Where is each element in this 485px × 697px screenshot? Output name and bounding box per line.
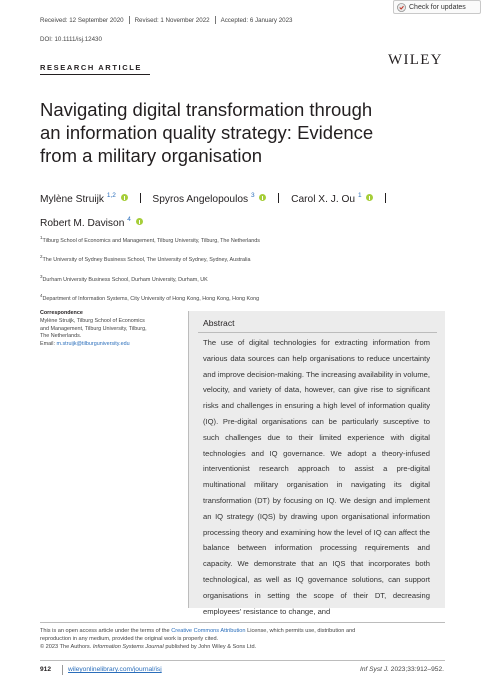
affiliation-text: Tilburg School of Economics and Management, Tilburg University, Tilburg, The Netherlands [42,237,260,244]
author-separator [385,193,386,203]
title-line: Navigating digital transformation through [40,99,373,120]
page-footer-rule [40,660,445,661]
email-label: Email: [40,340,55,347]
journal-url-link[interactable]: wileyonlinelibrary.com/journal/isj [68,666,162,673]
affiliation-text: The University of Sydney Business School, The University of Sydney, Sydney, Australia [42,257,251,264]
page-number: 912 [40,666,52,673]
orcid-icon[interactable] [121,194,128,201]
author-affiliation-ref[interactable]: 1 [357,192,362,199]
footer-separator [62,665,63,675]
license-line: reproduction in any medium, provided the original work is properly cited. [40,636,219,642]
author-affiliation-ref[interactable]: 4 [127,216,131,223]
author-name[interactable]: Mylène Struijk [40,194,104,205]
author-separator [278,193,279,203]
author-list [40,186,460,234]
orcid-icon[interactable] [366,194,373,201]
creative-commons-link[interactable]: Creative Commons Attribution [171,628,246,634]
article-title [40,98,400,167]
title-line: an information quality strategy: Evidence [40,122,374,143]
license-text: This is an open access article under the terms of the [40,628,170,634]
update-check-icon [397,3,406,12]
check-for-updates-label: Check for updates [409,3,466,11]
abstract-left-rule [188,311,189,608]
journal-abbrev: Inf Syst J. [360,666,389,673]
title-line: from a military organisation [40,145,263,166]
abstract-heading-rule [198,332,437,333]
date-separator [215,16,216,24]
received-date: Received: 12 September 2020 [40,17,124,24]
correspondence-line: The Netherlands. [40,333,82,340]
copyright-text: © 2023 The Authors. [40,644,92,650]
affiliation-item [40,253,460,264]
license-line [40,627,445,635]
correspondence-line: and Management, Tilburg University, Tilburg, [40,325,147,332]
license-notice [40,627,445,651]
author-name[interactable]: Robert M. Davison [40,218,125,229]
citation-pages: 2023;33:912–952. [390,666,444,673]
doi: DOI: 10.1111/isj.12430 [40,36,102,43]
correspondence-heading: Correspondence [40,310,83,316]
date-separator [129,16,130,24]
correspondence-line: Mylène Struijk, Tilburg School of Economics [40,318,145,325]
orcid-icon[interactable] [136,218,143,225]
affiliations [40,234,460,311]
abstract-heading: Abstract [203,318,235,328]
affiliation-item [40,273,460,284]
author-name[interactable]: Spyros Angelopoulos [152,194,249,205]
journal-name: Information Systems Journal [92,644,164,650]
affiliation-marker: 2 [40,254,43,260]
correspondence-email-row [40,341,180,348]
publisher-logo: WILEY [388,52,443,68]
correspondence [40,310,180,348]
affiliation-marker: 3 [40,273,43,279]
affiliation-marker: 1 [40,235,43,240]
revised-date: Revised: 1 November 2022 [134,17,210,24]
author-separator [140,193,141,203]
affiliation-text: Department of Information Systems, City University of Hong Kong, Hong Kong, Hong Kong [42,295,260,302]
author-affiliation-ref[interactable]: 1,2 [106,192,116,199]
author-affiliation-ref[interactable]: 3 [250,192,255,199]
copyright-text: published by John Wiley & Sons Ltd. [165,644,257,650]
journal-citation [360,666,444,673]
license-text: License, which permits use, distribution and [247,628,356,634]
affiliation-item [40,234,460,245]
article-type: RESEARCH ARTICLE [40,63,142,72]
affiliation-marker: 4 [40,292,43,298]
check-for-updates-button[interactable] [393,0,481,14]
author-name[interactable]: Carol X. J. Ou [291,194,356,205]
email-link[interactable]: m.struijk@tilburguniversity.edu [56,340,130,347]
publication-dates [40,16,292,24]
article-type-rule [40,74,150,75]
license-rule [40,622,445,623]
affiliation-item [40,292,460,303]
accepted-date: Accepted: 6 January 2023 [220,17,293,24]
abstract-panel [188,311,445,616]
affiliation-text: Durham University Business School, Durham University, Durham, UK [42,276,208,283]
abstract-text: The use of digital technologies for extracting information from various data sources can help organisations to reduce uncertainty and improve decision-making. The increasing availability in volume, velocity, and variety of data, however, can give rise to significant risks and challenges in ensuring a high level of information quality (IQ). Pre-digital organisations can be particularly susceptive to such challenges due to their limited experience with digital technologies and IQ governance. We adopt a theory-infused interventionist research approach to assist a pre-digital multinational military organisation in navigating its digital transformation (DT) by focusing on IQ. We design and implement an IQ strategy (IQS) by drawing upon organisational information processing theory and examining how the level of IQ can affect the balance between information processing requirements and capacity. We demonstrate that an IQS that incorporates both technological, as well as IQ governance solutions, can support organisations in setting the scope of their DT, decreasing employees' resistance to change, and [203,338,430,616]
orcid-icon[interactable] [259,194,266,201]
copyright-line [40,643,445,651]
